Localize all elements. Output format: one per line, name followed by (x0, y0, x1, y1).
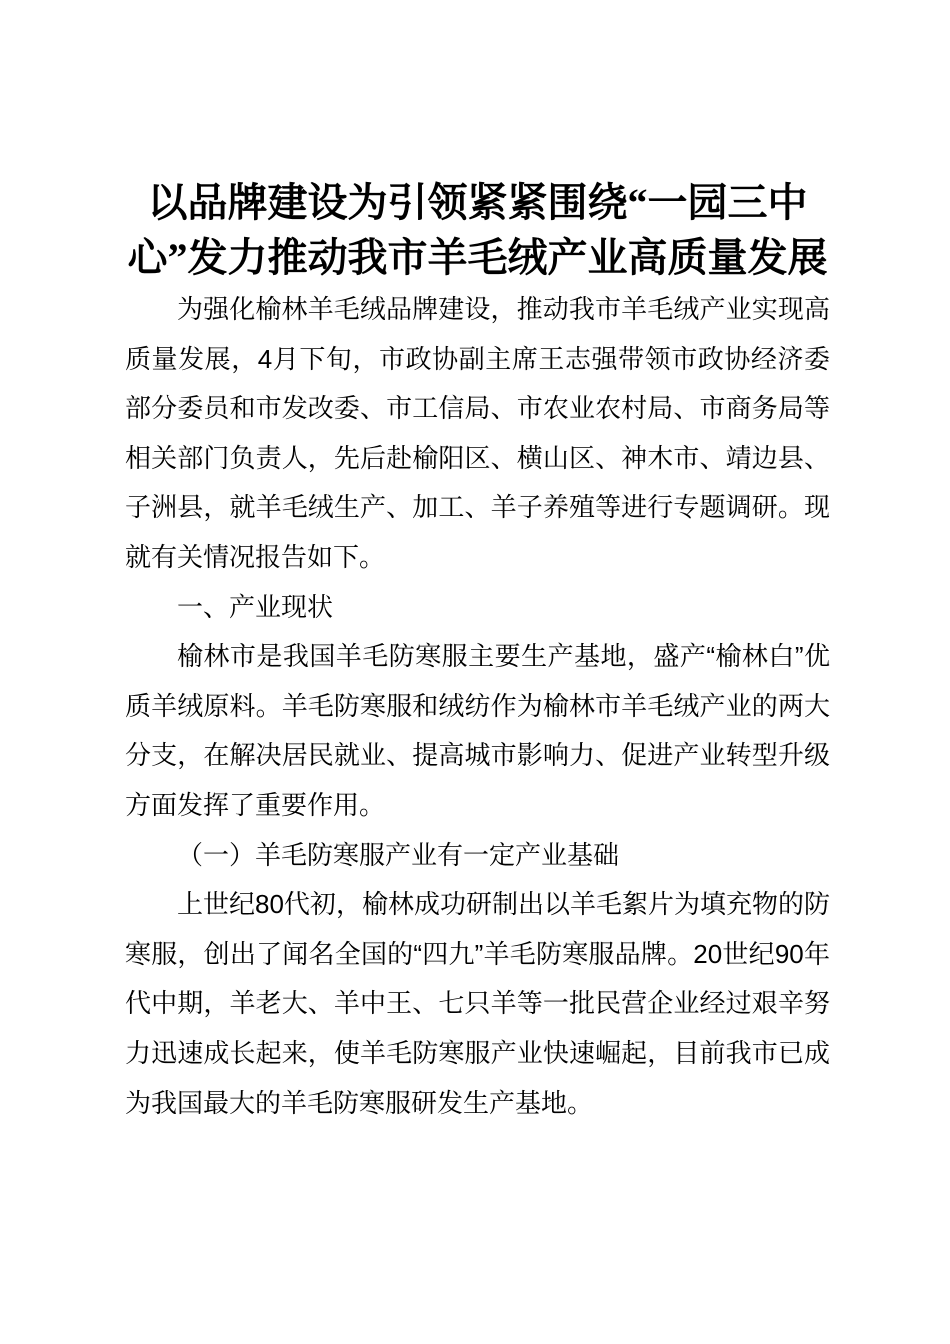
section-heading-industry-status: 一、产业现状 (177, 591, 334, 622)
document-title: 以品牌建设为引领紧紧围绕“一园三中心”发力推动我市羊毛绒产业高质量发展 (127, 180, 828, 280)
paragraph-industry-overview: 榆林市是我国羊毛防寒服主要生产基地，盛产“榆林白”优质羊绒原料。羊毛防寒服和绒纺作为榆林市羊毛绒产业的两大分支，在解决居民就业、提高城市影响力、促进产业转型升级方面发挥了重要作用。 (125, 641, 830, 820)
paragraph-intro: 为强化榆林羊毛绒品牌建设，推动我市羊毛绒产业实现高质量发展，4月下旬，市政协副主席王志强带领市政协经济委部分委员和市发改委、市工信局、市农业农村局、市商务局等相关部门负责人，先后赴榆阳区、横山区、神木市、靖边县、子洲县，就羊毛绒生产、加工、羊子养殖等进行专题调研。现就有关情况报告如下。 (125, 294, 830, 572)
paragraph-industry-history: 上世纪80代初，榆林成功研制出以羊毛絮片为填充物的防寒服，创出了闻名全国的“四九”羊毛防寒服品牌。20世纪90年代中期，羊老大、羊中王、七只羊等一批民营企业经过艰辛努力迅速成长起来，使羊毛防寒服产业快速崛起，目前我市已成为我国最大的羊毛防寒服研发生产基地。 (125, 889, 830, 1118)
sub-heading-wool-coat-industry: （一）羊毛防寒服产业有一定产业基础 (177, 839, 620, 870)
